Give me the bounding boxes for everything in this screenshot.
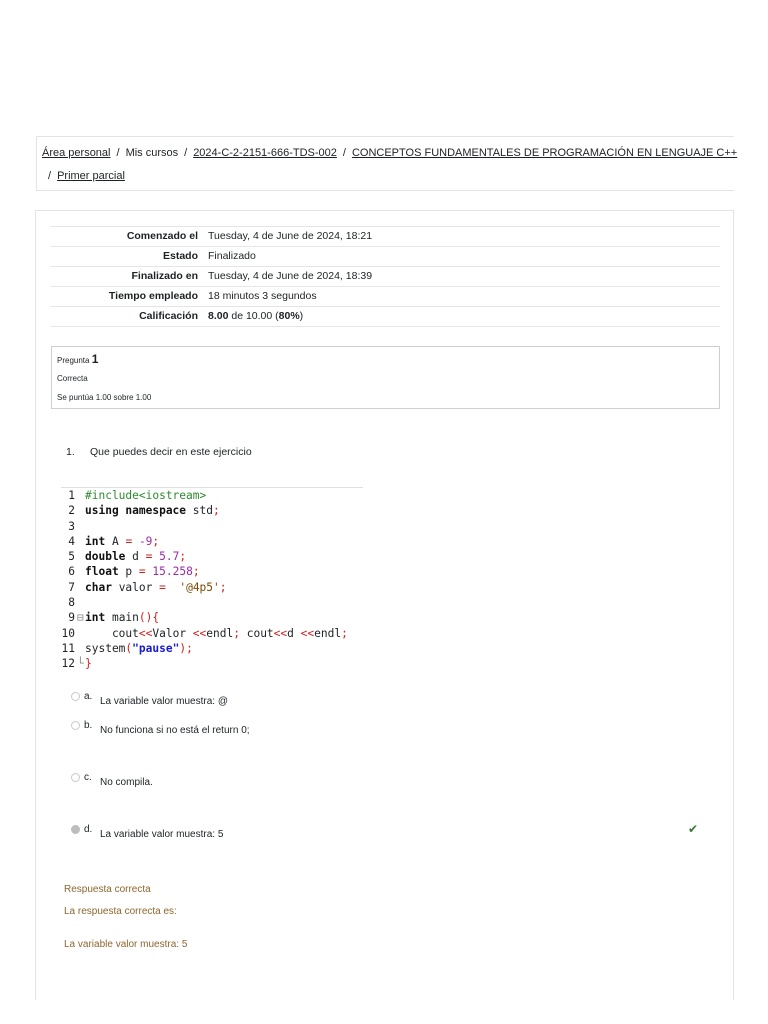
code-line bbox=[61, 595, 363, 610]
option-c[interactable] bbox=[71, 772, 153, 788]
summary-label: Calificación bbox=[51, 307, 204, 327]
radio-icon[interactable] bbox=[71, 692, 80, 701]
question-number bbox=[57, 352, 98, 366]
question-item-number: 1. bbox=[66, 446, 75, 458]
code-line: 4 int A = -9; bbox=[61, 534, 363, 549]
grade-value bbox=[204, 307, 720, 327]
option-text: La variable valor muestra: 5 bbox=[100, 829, 224, 840]
correct-check-icon: ✔ bbox=[688, 822, 699, 836]
code-line: 9 ⊟int main(){ bbox=[61, 610, 363, 625]
grade-mid: de 10.00 ( bbox=[228, 310, 279, 322]
question-text bbox=[66, 446, 252, 458]
question-prompt: Que puedes decir en este ejercicio bbox=[90, 446, 252, 458]
question-prefix: Pregunta bbox=[57, 356, 90, 365]
code-line: 2 using namespace std; bbox=[61, 503, 363, 518]
summary-row bbox=[51, 247, 720, 267]
line-number: 4 bbox=[68, 534, 75, 548]
option-letter: b. bbox=[84, 720, 93, 731]
breadcrumb bbox=[36, 136, 738, 191]
question-number-value: 1 bbox=[91, 352, 99, 366]
breadcrumb-mis-cursos: Mis cursos bbox=[125, 147, 179, 159]
question-info-box bbox=[51, 346, 720, 409]
option-letter: d. bbox=[84, 824, 93, 835]
summary-label: Finalizado en bbox=[51, 267, 204, 287]
radio-selected-icon[interactable] bbox=[71, 825, 80, 834]
line-number: 7 bbox=[68, 580, 75, 594]
option-text: La variable valor muestra: @ bbox=[100, 696, 228, 707]
line-number: 5 bbox=[68, 550, 75, 564]
feedback-result: Respuesta correcta bbox=[64, 884, 151, 895]
breadcrumb-line-2 bbox=[42, 170, 125, 182]
line-number: 3 bbox=[68, 519, 75, 533]
breadcrumb-quiz[interactable]: Primer parcial bbox=[57, 170, 125, 182]
summary-row bbox=[51, 287, 720, 307]
summary-value: Tuesday, 4 de June de 2024, 18:21 bbox=[204, 227, 720, 247]
breadcrumb-separator: / bbox=[184, 147, 188, 159]
feedback-correct-answer: La variable valor muestra: 5 bbox=[64, 939, 188, 950]
grade-end: ) bbox=[299, 310, 304, 322]
option-text: No funciona si no está el return 0; bbox=[100, 725, 250, 736]
summary-row-grade bbox=[51, 307, 720, 327]
summary-label: Estado bbox=[51, 247, 204, 267]
line-number: 10 bbox=[61, 626, 75, 640]
line-number: 12 bbox=[61, 657, 75, 671]
radio-icon[interactable] bbox=[71, 721, 80, 730]
line-number: 9 bbox=[68, 611, 75, 625]
option-b[interactable] bbox=[71, 720, 250, 736]
code-line: 12 └} bbox=[61, 657, 92, 671]
attempt-summary-table bbox=[51, 226, 720, 327]
question-status: Correcta bbox=[57, 374, 88, 383]
line-number: 6 bbox=[68, 565, 75, 579]
line-number: 11 bbox=[61, 641, 75, 655]
line-number: 2 bbox=[68, 504, 75, 518]
breadcrumb-separator: / bbox=[342, 147, 346, 159]
breadcrumb-separator: / bbox=[116, 147, 120, 159]
radio-icon[interactable] bbox=[71, 773, 80, 782]
quiz-review bbox=[35, 210, 734, 1000]
grade-percent: 80% bbox=[278, 310, 300, 322]
breadcrumb-separator: / bbox=[48, 170, 52, 182]
summary-value: 18 minutos 3 segundos bbox=[204, 287, 720, 307]
code-snippet-image bbox=[61, 487, 363, 676]
breadcrumb-area-personal[interactable]: Área personal bbox=[42, 147, 111, 159]
option-d[interactable] bbox=[71, 824, 224, 840]
code-line: 10 cout<<Valor <<endl; cout<<d <<endl; bbox=[61, 626, 348, 640]
feedback-correct-label: La respuesta correcta es: bbox=[64, 906, 177, 917]
code-line: 1 #include<iostream> bbox=[61, 488, 363, 503]
code-line: 7 char valor = '@4p5'; bbox=[61, 580, 363, 595]
summary-row bbox=[51, 267, 720, 287]
breadcrumb-course-name[interactable]: CONCEPTOS FUNDAMENTALES DE PROGRAMACIÓN EN LENGUAJE C++ bbox=[351, 147, 738, 159]
breadcrumb-course-code[interactable]: 2024-C-2-2151-666-TDS-002 bbox=[193, 147, 337, 159]
code-line: 5 double d = 5.7; bbox=[61, 549, 363, 564]
code-line bbox=[61, 519, 363, 534]
grade-score: 8.00 bbox=[208, 310, 229, 322]
option-letter: c. bbox=[84, 772, 92, 783]
summary-label: Tiempo empleado bbox=[51, 287, 204, 307]
summary-value: Tuesday, 4 de June de 2024, 18:39 bbox=[204, 267, 720, 287]
option-letter: a. bbox=[84, 691, 93, 702]
line-number: 8 bbox=[68, 596, 75, 610]
option-text: No compila. bbox=[100, 777, 153, 788]
summary-value: Finalizado bbox=[204, 247, 720, 267]
code-line: 6 float p = 15.258; bbox=[61, 564, 363, 579]
summary-label: Comenzado el bbox=[51, 227, 204, 247]
code-line: 11 system("pause"); bbox=[61, 641, 193, 655]
question-score: Se puntúa 1.00 sobre 1.00 bbox=[57, 393, 152, 402]
option-a[interactable] bbox=[71, 691, 228, 707]
line-number: 1 bbox=[68, 489, 75, 502]
breadcrumb-line-1 bbox=[42, 147, 737, 159]
summary-row bbox=[51, 227, 720, 247]
